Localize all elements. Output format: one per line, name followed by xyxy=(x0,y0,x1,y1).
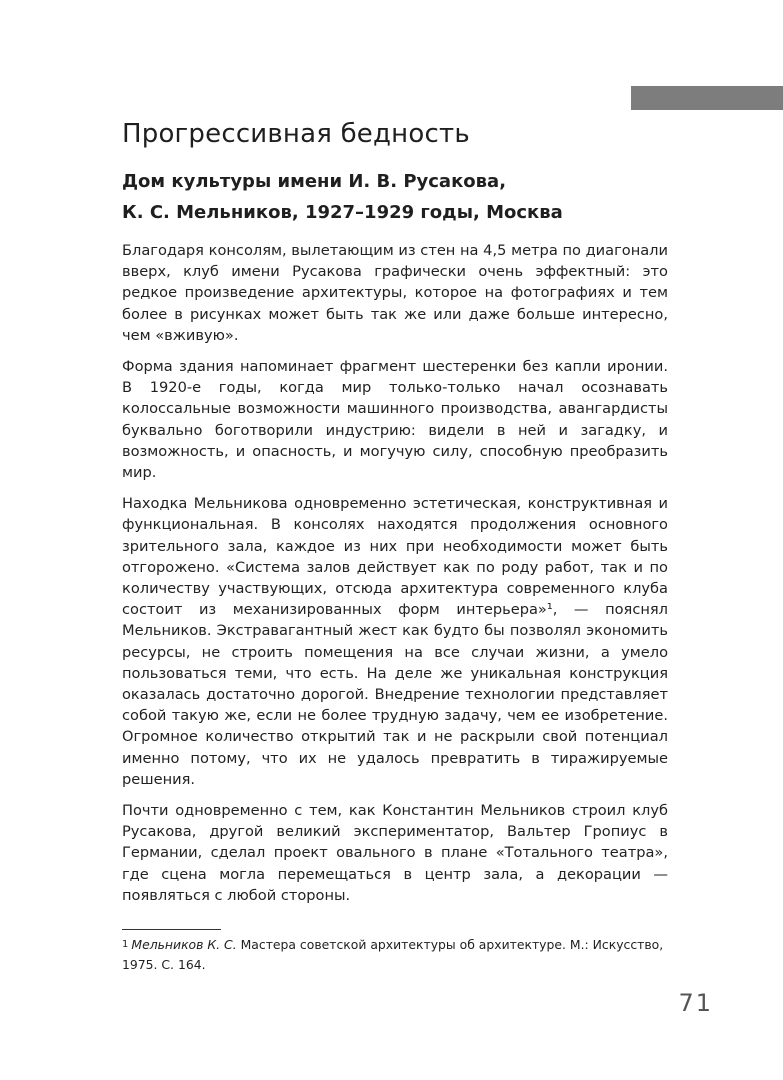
paragraph-3: Находка Мельникова одновременно эстетическая, конструктивная и функциональная. В консолях находятся продолжения основного зрительного зала, каждое из них при необходимости может быть отгорожено. «Система залов действует как по роду работ, так и по количеству участвующих, отсюда архитектура современного клуба состоит из механизированных форм интерьера»¹, — пояснял Мельников. Экстравагантный жест как будто бы позволял экономить ресурсы, не строить помещения на все случаи жизни, а умело пользоваться теми, что есть. На деле же уникальная конструкция оказалась достаточно дорогой. Внедрение технологии представляет собой такую же, если не более трудную задачу, чем ее изобретение. Огромное количество открытий так и не раскрыли свой потенциал именно потому, что их не удалось превратить в тиражируемые решения. xyxy=(122,495,668,788)
footnote-divider xyxy=(122,929,221,930)
subtitle-line-2: К. С. Мельников, 1927–1929 годы, Москва xyxy=(122,202,563,223)
section-title: Прогрессивная бедность xyxy=(122,119,470,149)
paragraph-2: Форма здания напоминает фрагмент шестеренки без капли иронии. В 1920-е годы, когда мир только-только начал осознавать колоссальные возможности машинного производства, авангардисты буквально боготворили индустрию: видели в ней и загадку, и возможность, и опасность, и могучую силу, способную преобразить мир. xyxy=(122,358,668,482)
footnote xyxy=(122,935,668,975)
footnote-mark: 1 xyxy=(122,939,129,950)
body-text xyxy=(122,240,668,916)
footnote-author: Мельников К. С. xyxy=(131,937,237,952)
paragraph-1: Благодаря консолям, вылетающим из стен на 4,5 метра по диагонали вверх, клуб имени Русакова графически очень эффектный: это редкое произведение архитектуры, которое на фотографиях и тем более в рисунках может быть так же или даже больше интересно, чем «вживую». xyxy=(122,242,668,344)
footnote-text: Мастера советской архитектуры об архитектуре. М.: Искусство, 1975. С. 164. xyxy=(122,937,664,972)
chapter-subtitle xyxy=(122,166,563,228)
paragraph-4: Почти одновременно с тем, как Константин Мельников строил клуб Русакова, другой великий экспериментатор, Вальтер Гропиус в Германии, сделал проект овального в плане «Тотального театра», где сцена могла перемещаться в центр зала, а декорации — появляться с любой стороны. xyxy=(122,802,668,904)
page-tab-marker xyxy=(631,86,783,110)
subtitle-line-1: Дом культуры имени И. В. Русакова, xyxy=(122,171,507,192)
page-number: 71 xyxy=(678,989,713,1017)
